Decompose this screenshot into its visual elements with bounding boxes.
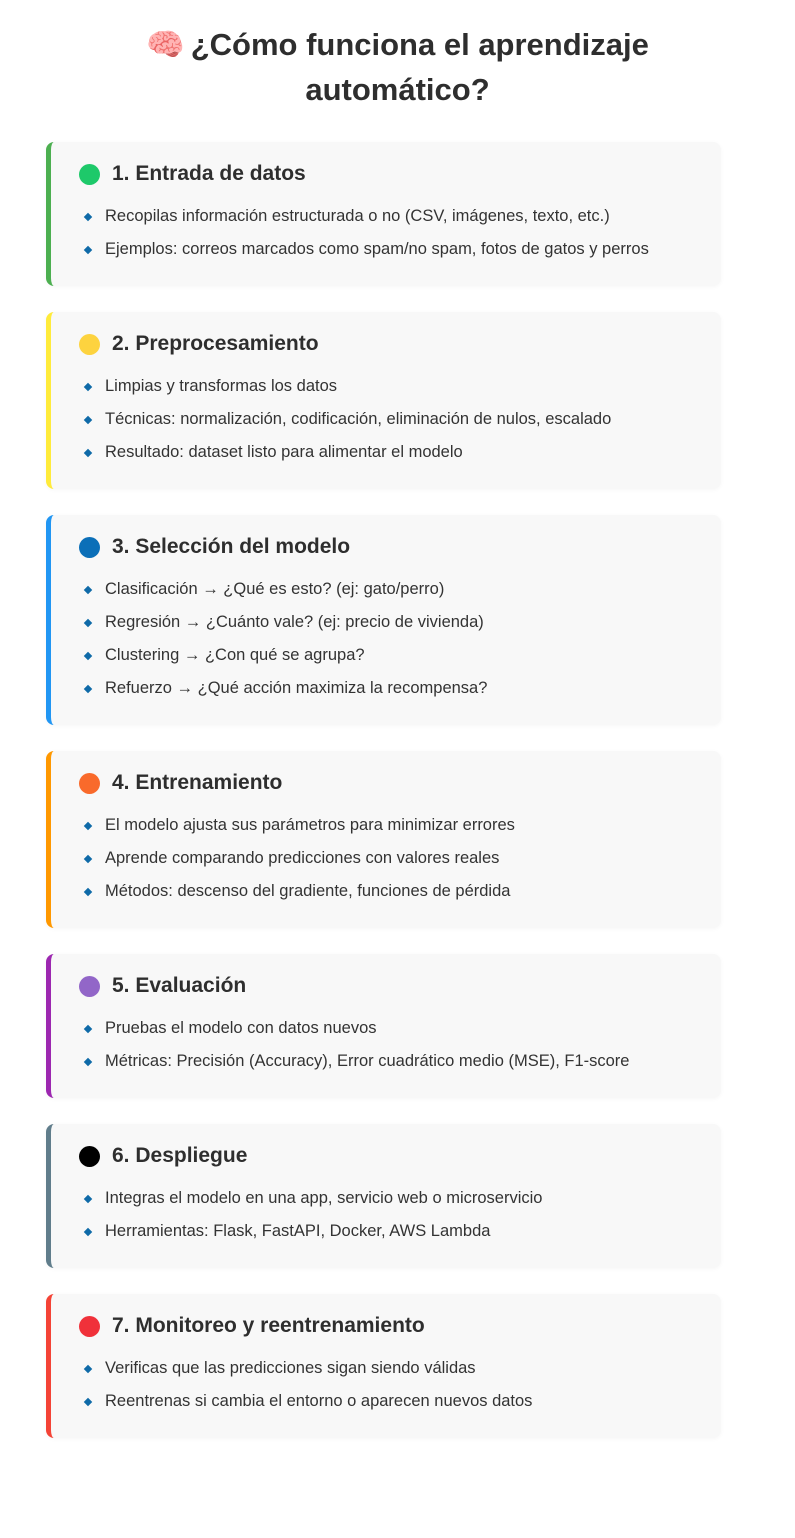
diamond-bullet-icon [84,1057,92,1065]
step-title: 5. Evaluación [112,974,247,997]
list-item-text: Limpias y transformas los datos [105,377,338,395]
step-items [79,809,697,908]
page-title-text: ¿Cómo funciona el aprendizaje automático? [190,27,649,107]
list-item-text: Ejemplos: correos marcados como spam/no spam, fotos de gatos y perros [105,240,649,258]
steps-list [0,142,795,1438]
step-title: 3. Selección del modelo [112,535,351,558]
diamond-bullet-icon [84,1397,92,1405]
list-item-text: Técnicas: normalización, codificación, eliminación de nulos, escalado [105,410,612,428]
step-heading [79,162,697,186]
list-item [79,1012,697,1045]
diamond-bullet-icon [84,887,92,895]
list-item-text: Métricas: Precisión (Accuracy), Error cuadrático medio (MSE), F1-score [105,1052,630,1070]
list-item [79,1385,697,1418]
list-item-text: Reentrenas si cambia el entorno o aparecen nuevos datos [105,1392,533,1410]
list-item-text: Clustering → ¿Con qué se agrupa? [105,646,365,664]
list-item [79,639,697,672]
diamond-bullet-icon [84,245,92,253]
list-item [79,1352,697,1385]
circle-icon [79,537,100,558]
list-item [79,370,697,403]
diamond-bullet-icon [84,1227,92,1235]
diamond-bullet-icon [84,821,92,829]
circle-icon [79,334,100,355]
diamond-bullet-icon [84,1194,92,1202]
list-item [79,809,697,842]
list-item [79,233,697,266]
step-items [79,1182,697,1248]
circle-icon [79,976,100,997]
step-heading [79,771,697,795]
circle-icon [79,164,100,185]
diamond-bullet-icon [84,448,92,456]
step-title: 4. Entrenamiento [112,771,283,794]
step-items [79,1012,697,1078]
list-item [79,1215,697,1248]
diamond-bullet-icon [84,1024,92,1032]
step-items [79,370,697,469]
list-item [79,1182,697,1215]
circle-icon [79,1316,100,1337]
step-items [79,1352,697,1418]
step-heading [79,1144,697,1168]
circle-icon [79,1146,100,1167]
list-item [79,875,697,908]
list-item [79,436,697,469]
list-item [79,403,697,436]
step-heading [79,1314,697,1338]
list-item-text: Pruebas el modelo con datos nuevos [105,1019,377,1037]
step-card-7 [46,1294,721,1438]
list-item [79,200,697,233]
step-heading [79,974,697,998]
diamond-bullet-icon [84,854,92,862]
list-item-text: Clasificación → ¿Qué es esto? (ej: gato/perro) [105,580,445,598]
diamond-bullet-icon [84,1364,92,1372]
list-item [79,573,697,606]
step-items [79,200,697,266]
page-title [118,22,678,112]
diamond-bullet-icon [84,651,92,659]
list-item-text: Métodos: descenso del gradiente, funciones de pérdida [105,882,511,900]
list-item-text: Verificas que las predicciones sigan siendo válidas [105,1359,476,1377]
diamond-bullet-icon [84,618,92,626]
diamond-bullet-icon [84,415,92,423]
brain-icon: 🧠 [146,27,185,62]
circle-icon [79,773,100,794]
list-item-text: El modelo ajusta sus parámetros para minimizar errores [105,816,515,834]
diamond-bullet-icon [84,382,92,390]
step-card-1 [46,142,721,286]
step-card-2 [46,312,721,489]
step-items [79,573,697,705]
step-card-5 [46,954,721,1098]
step-heading [79,535,697,559]
list-item-text: Integras el modelo en una app, servicio web o microservicio [105,1189,543,1207]
step-card-3 [46,515,721,725]
list-item-text: Recopilas información estructurada o no (CSV, imágenes, texto, etc.) [105,207,610,225]
diamond-bullet-icon [84,684,92,692]
list-item-text: Regresión → ¿Cuánto vale? (ej: precio de vivienda) [105,613,484,631]
step-heading [79,332,697,356]
list-item [79,1045,697,1078]
list-item [79,842,697,875]
step-card-6 [46,1124,721,1268]
step-card-4 [46,751,721,928]
list-item-text: Refuerzo → ¿Qué acción maximiza la recompensa? [105,679,488,697]
step-title: 2. Preprocesamiento [112,332,319,355]
step-title: 1. Entrada de datos [112,162,306,185]
list-item-text: Herramientas: Flask, FastAPI, Docker, AWS Lambda [105,1222,491,1240]
step-title: 6. Despliegue [112,1144,248,1167]
step-title: 7. Monitoreo y reentrenamiento [112,1314,425,1337]
list-item-text: Resultado: dataset listo para alimentar el modelo [105,443,463,461]
diamond-bullet-icon [84,212,92,220]
list-item [79,672,697,705]
diamond-bullet-icon [84,585,92,593]
list-item [79,606,697,639]
list-item-text: Aprende comparando predicciones con valores reales [105,849,500,867]
